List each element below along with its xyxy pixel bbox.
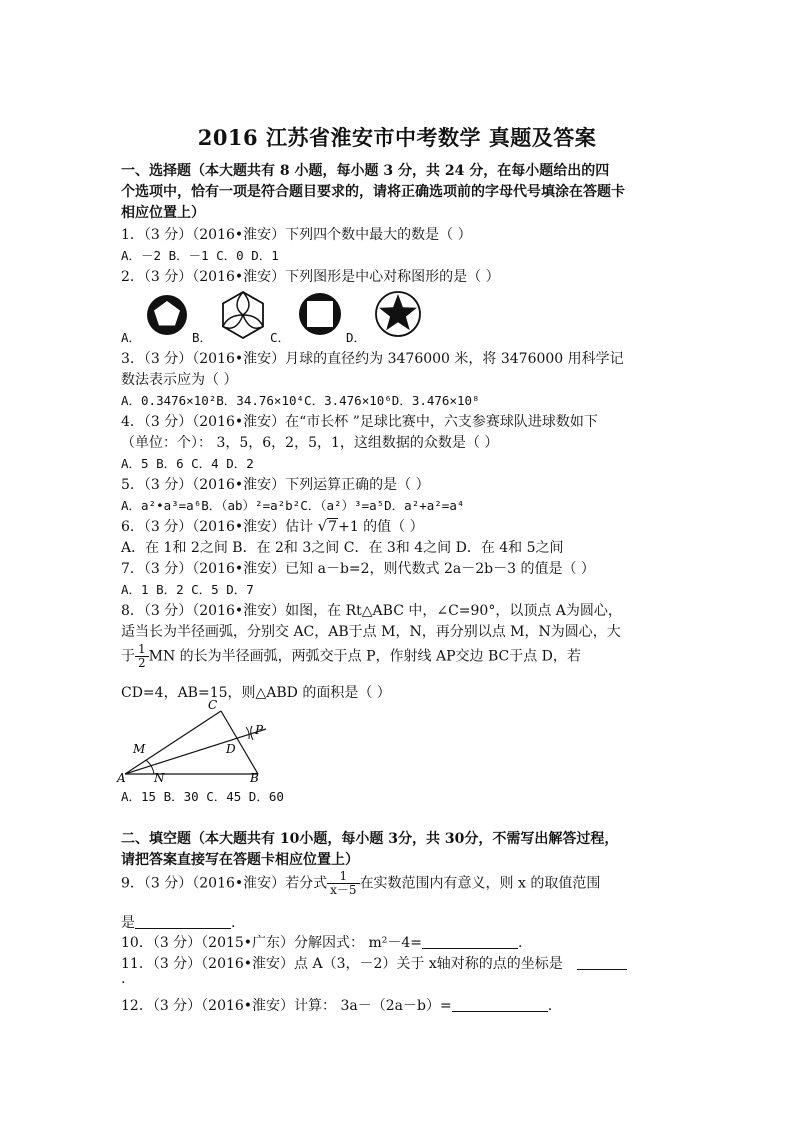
- q12-stem: [121, 995, 552, 1015]
- label-c: C: [208, 698, 218, 712]
- q9-line2-text: 是: [121, 915, 135, 931]
- q2-label-b: B．: [192, 330, 213, 345]
- label-b: B: [250, 771, 259, 784]
- fraction-numerator: 1: [135, 643, 149, 657]
- section1-heading-line2: 个选项中，恰有一项是符合题目要求的，请将正确选项前的字母代号填涂在答题卡: [121, 184, 625, 200]
- q6-radicand: 7: [328, 519, 338, 535]
- q6-stem-pre: 6．（3 分）（2016•淮安）估计: [121, 519, 318, 535]
- label-d: D: [226, 742, 236, 756]
- period: .: [547, 998, 553, 1014]
- q8-pre: 于: [121, 648, 135, 665]
- q1-stem: 1．（3 分）（2016•淮安）下列四个数中最大的数是（ ）: [121, 227, 472, 243]
- q11-text: 11．（3 分）（2016•淮安）点 A（3，－2）关于 x轴对称的点的坐标是: [121, 956, 563, 972]
- q2-label-c: C．: [270, 330, 291, 345]
- hexagon-three-petals-figure: [218, 289, 268, 341]
- q11-stem: [121, 953, 627, 973]
- q4-options: A．5 B．6 C．4 D．2: [121, 456, 254, 471]
- q6-stem: [121, 516, 424, 536]
- sqrt-symbol: √: [317, 517, 328, 535]
- q8-options: A．15 B．30 C．45 D．60: [121, 789, 284, 804]
- fraction-1-over-x-minus-5: [327, 870, 359, 897]
- label-m: M: [133, 742, 146, 756]
- q10-text: 10．（3 分）（2015•广东）分解因式： m²－4=: [121, 935, 423, 951]
- answer-blank[interactable]: [577, 956, 627, 970]
- square-in-circle-figure: [296, 290, 344, 338]
- q9-line2: [121, 912, 235, 932]
- star-in-circle-figure: [373, 289, 423, 339]
- section1-heading-line3: 相应位置上）: [121, 205, 205, 221]
- q6-options: A．在 1和 2之间 B．在 2和 3之间 C．在 3和 4之间 D．在 4和 5之间: [121, 540, 564, 556]
- q7-stem: 7．（3 分）（2016•淮安）已知 a－b=2，则代数式 2a－2b－3 的值是（ ）: [121, 561, 595, 577]
- answer-blank[interactable]: [422, 935, 518, 949]
- period: .: [231, 915, 236, 931]
- q3-stem-line2: 数法表示应为（ ）: [121, 372, 238, 388]
- fraction-numerator: 1: [327, 870, 359, 884]
- q7-options: A．1 B．2 C．5 D．7: [121, 582, 254, 597]
- fraction-denominator: x－5: [330, 883, 357, 897]
- label-p: P: [255, 723, 264, 737]
- arc-p1: [246, 727, 249, 739]
- q12-text: 12．（3 分）（2016•淮安）计算： 3a－（2a－b）=: [121, 998, 452, 1014]
- q11-period: .: [121, 971, 126, 987]
- q9-pre: 9．（3 分）（2016•淮安）若分式: [121, 875, 328, 892]
- q4-stem-line2: （单位：个）： 3，5，6，2，5，1，这组数据的众数是（ ）: [121, 435, 499, 451]
- q8-stem-line2: 适当长为半径画弧，分别交 AC，AB于点 M，N，再分别以点 M，N为圆心，大: [121, 624, 621, 640]
- label-a: A: [117, 771, 126, 784]
- q6-stem-post: +1 的值（ ）: [338, 519, 424, 535]
- section2-heading-line1: 二、填空题（本大题共有 10小题，每小题 3分，共 30分，不需写出解答过程，: [121, 831, 619, 847]
- q1-options: A．－2 B．－1 C．0 D．1: [121, 248, 279, 263]
- q4-stem-line1: 4．（3 分）（2016•淮安）在“市长杯 ”足球比赛中，六支参赛球队进球数如下: [121, 414, 598, 430]
- period: .: [518, 935, 523, 951]
- q5-stem: 5．（3 分）（2016•淮安）下列运算正确的是（ ）: [121, 477, 430, 493]
- q2-label-d: D．: [346, 330, 367, 345]
- section1-heading-line1: 一、选择题（本大题共有 8 小题，每小题 3 分，共 24 分，在每小题给出的四: [121, 163, 610, 179]
- q9-stem: [121, 870, 600, 897]
- q2-label-a: A．: [121, 330, 142, 345]
- q3-options: A．0.3476×10²B．34.76×10⁴C．3.476×10⁶D．3.476×10⁸: [121, 393, 480, 408]
- q8-post: MN 的长为半径画弧，两弧交于点 P，作射线 AP交边 BC于点 D，若: [148, 648, 581, 665]
- q8-stem-line1: 8．（3 分）（2016•淮安）如图，在 Rt△ABC 中，∠C=90°，以顶点 A为圆心，: [121, 603, 622, 619]
- q5-options: A．a²•a³=a⁶B．（ab）²=a²b²C．（a²）³=a⁵D．a²+a²=a⁴: [121, 498, 465, 513]
- q10-stem: [121, 932, 523, 952]
- fraction-denominator: 2: [138, 656, 146, 670]
- triangle-construction-figure: [116, 694, 276, 784]
- pentagon-in-circle-figure: [143, 291, 191, 339]
- page-title: 2016 江苏省淮安市中考数学 真题及答案: [197, 125, 597, 150]
- q9-post: 在实数范围内有意义，则 x 的取值范围: [359, 875, 601, 892]
- q8-stem-line4: CD=4，AB=15，则△ABD 的面积是（ ）: [121, 685, 391, 701]
- section2-heading-line2: 请把答案直接写在答题卡相应位置上）: [121, 852, 359, 868]
- fraction-half: [135, 643, 149, 670]
- answer-blank[interactable]: [135, 915, 231, 929]
- answer-blank[interactable]: [452, 998, 548, 1012]
- q8-stem-line3: [121, 643, 581, 670]
- label-n: N: [154, 771, 165, 784]
- q2-stem: 2．（3 分）（2016•淮安）下列图形是中心对称图形的是（ ）: [121, 269, 500, 285]
- q3-stem-line1: 3．（3 分）（2016•淮安）月球的直径约为 3476000 米，将 3476000 用科学记: [121, 351, 624, 367]
